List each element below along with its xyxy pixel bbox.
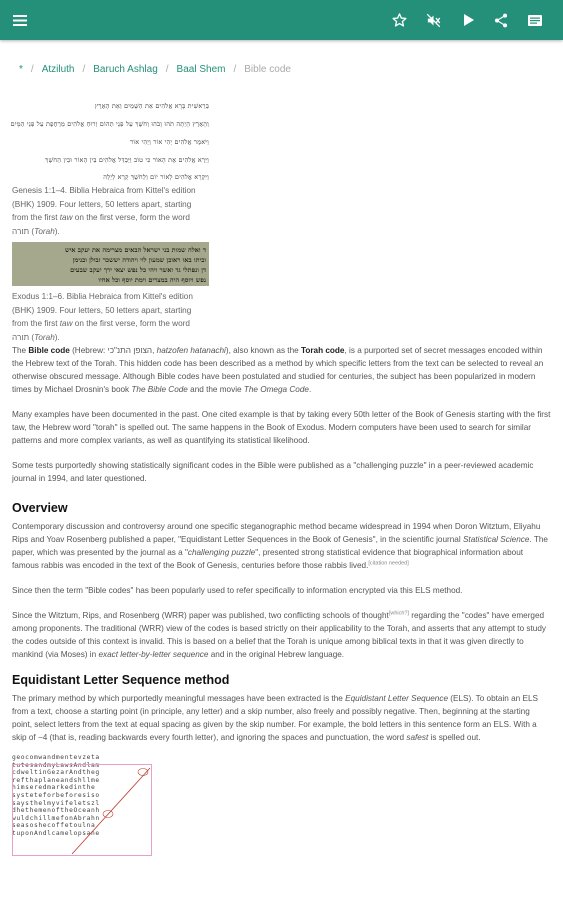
which-link[interactable]: [which?] — [388, 610, 409, 617]
breadcrumb-separator: / — [165, 64, 169, 75]
article-content — [12, 96, 552, 856]
breadcrumb-home[interactable]: * — [19, 64, 23, 75]
genesis-caption: Genesis 1:1–4. Biblia Hebraica from Kittel's edition (BHK) 1909. Four letters, 50 letters apart, starting from the first taw on the first verse, form the word תורה (Torah). — [12, 186, 196, 236]
tests-paragraph: Some tests purportedly showing statistically significant codes in the Bible were published as a "challenging puzzle" in a peer-reviewed academic journal in 1994, and later questioned. — [12, 461, 534, 483]
scroll-line: וביתו באו ראובן שמעון לוי ויהודה יששכר זבולן ובנימן — [72, 256, 206, 264]
menu-icon[interactable] — [9, 0, 31, 40]
hebrew-line: וַיַּרְא אֱלֹהִים אֶת הָאוֹר כִּי טוֹב וַיַּבְדֵּל אֱלֹהִים בֵּין הָאוֹר וּבֵין הַחֹשֶׁךְ — [45, 156, 209, 164]
breadcrumb-separator: / — [30, 64, 34, 75]
overview-paragraph-2: Since then the term "Bible codes" has been popularly used to refer specifically to information encrypted via this ELS method. — [12, 586, 463, 595]
app-toolbar — [0, 0, 563, 40]
breadcrumb — [19, 64, 291, 75]
exodus-scroll-image — [12, 242, 209, 286]
volume-off-icon[interactable] — [422, 0, 444, 40]
scroll-line: נפש ויוסף היה במצרים וימת יוסף וכל אחיו — [98, 276, 206, 284]
scroll-line: דן ונפתלי גד ואשר ויהי כל נפש יצאי ירך יעקב שבעים — [70, 266, 206, 274]
overview-paragraph-1: Contemporary discussion and controversy around one specific steganographic method became widespread in 1994 when Doron Witztum, Eliyahu Rips and Yoav Rosenberg published a paper, "Equidistant Letter Sequences in the Book of Genesis", in the scientific journal Statistical Science. The paper, which was presented by the journal as a "challenging puzzle", presented strong statistical evidence that biographical information about famous rabbis was encoded in the text of the Book of Genesis, centuries before those rabbis lived.[citation needed] — [12, 522, 548, 570]
genesis-figure — [12, 96, 209, 238]
reader-icon[interactable] — [524, 0, 546, 40]
intro-paragraph: The Bible code (Hebrew: הצופן התנ"כי, hatzofen hatanachi), also known as the Torah code, is a purported set of secret messages encoded within the Hebrew text of the Torah. This hidden code has been described as a method by which specific letters from the text can be selected to reveal an otherwise obscured message. Although Bible codes have been postulated and studied for centuries, the subject has been popularized in modern times by Michael Drosnin's book The Bible Code and the movie The Omega Code. — [12, 346, 544, 394]
breadcrumb-item-atziluth[interactable]: Atziluth — [41, 64, 75, 75]
breadcrumb-separator: / — [233, 64, 237, 75]
play-icon[interactable] — [457, 0, 479, 40]
overview-heading: Overview — [12, 501, 68, 515]
citation-needed-link[interactable]: [citation needed] — [368, 560, 409, 567]
share-icon[interactable] — [490, 0, 512, 40]
scroll-line: ד ואלה שמות בני ישראל הבאים מצרימה את יעקב איש — [64, 246, 206, 254]
breadcrumb-current: Bible code — [244, 64, 291, 75]
els-letter-grid: geocomwandmentevzeta tutesandmyLawsAndlam cdweltinGezarAndtheg refthaplaneandshllme himseredmarkedinthe systeteforbeforesiso saysthelmyvifeletszl dhethemenoftheOceanh wuldchillmefonAbrahn seasoshecoffetoulna tuponAndlcamelopsane — [12, 754, 100, 837]
examples-paragraph: Many examples have been documented in the past. One cited example is that by taking every 50th letter of the Book of Genesis starting with the first taw, the Hebrew word "torah" is spelled out. The same happens in the Book of Exodus. Modern computers have been used to search for similar patterns and more complex variants, as well as quantifying its statistical likelihood. — [12, 410, 551, 445]
breadcrumb-item-baal-shem[interactable]: Baal Shem — [176, 64, 226, 75]
els-heading: Equidistant Letter Sequence method — [12, 673, 230, 687]
exodus-caption: Exodus 1:1–6. Biblia Hebraica from Kittel's edition (BHK) 1909. Four letters, 50 letters apart, starting from the first taw on the first verse, form the word תורה (Torah). — [12, 292, 193, 342]
els-paragraph: The primary method by which purportedly meaningful messages have been extracted is the Equidistant Letter Sequence (ELS). To obtain an ELS from a text, choose a starting point (in principle, any letter) and a skip number, also freely and possibly negative. Then, beginning at the starting point, select letters from the text at equal spacing as given by the skip number. For example, the bold letters in this sentence form an ELS. With a skip of −4 (that is, reading backwards every fourth letter), and ignoring the spaces and punctuation, the word safest is spelled out. — [12, 694, 538, 742]
hebrew-line: וַיֹּאמֶר אֱלֹהִים יְהִי אוֹר וַיְהִי אוֹר — [130, 138, 209, 146]
els-diagonal-line — [12, 754, 152, 856]
breadcrumb-separator: / — [82, 64, 86, 75]
genesis-hebrew-image — [12, 96, 209, 182]
exodus-figure — [12, 242, 209, 344]
hebrew-line: וַיִּקְרָא אֱלֹהִים לָאוֹר יוֹם וְלַחֹשֶׁךְ קָרָא לָיְלָה — [103, 173, 209, 181]
hebrew-line: בְּרֵאשִׁית בָּרָא אֱלֹהִים אֵת הַשָּׁמַיִם וְאֵת הָאָרֶץ — [94, 102, 209, 110]
star-icon[interactable] — [388, 0, 410, 40]
els-grid-figure — [12, 754, 152, 856]
hebrew-line: וְהָאָרֶץ הָיְתָה תֹהוּ וָבֹהוּ וְחֹשֶׁךְ עַל פְּנֵי תְהוֹם וְרוּחַ אֱלֹהִים מְרַחֶפֶת עַל פְּנֵי הַמָּיִם — [10, 120, 209, 128]
breadcrumb-item-baruch-ashlag[interactable]: Baruch Ashlag — [93, 64, 158, 75]
overview-paragraph-3: Since the Witztum, Rips, and Rosenberg (WRR) paper was published, two conflicting schools of thought[which?] regarding the "codes" have emerged among proponents. The traditional (WRR) view of the codes is based strictly on their applicability to the Torah, and asserts that any attempt to study the codes outside of this context is invalid. This is based on a belief that the Torah is unique among biblical texts in that it was given directly to mankind (via Moses) in exact letter-by-letter sequence and in the original Hebrew language. — [12, 610, 546, 659]
